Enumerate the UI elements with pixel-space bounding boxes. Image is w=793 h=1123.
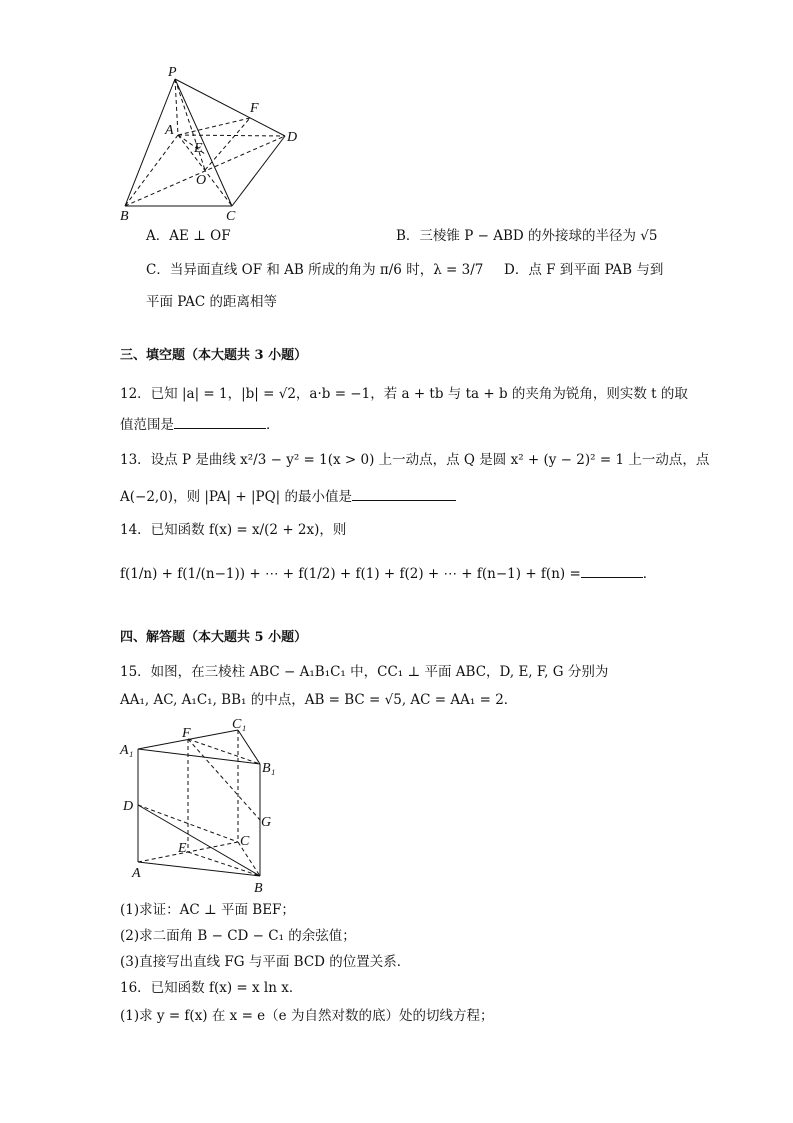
label-B: B <box>120 209 129 224</box>
q16-line1: 16．已知函数 f(x) = x ln x． <box>120 980 303 996</box>
label-B: B <box>254 881 263 896</box>
label-D: D <box>287 130 298 145</box>
q12-line2-text: 值范围是 <box>120 417 174 433</box>
option-c: C．当异面直线 OF 和 AB 所成的角为 π/6 时，λ = 3/7 <box>146 262 484 278</box>
label-D: D <box>123 799 134 814</box>
q13-line1: 13．设点 P 是曲线 x²/3 − y² = 1(x > 0) 上一动点，点 Q 是圆 x² + (y − 2)² = 1 上一动点，点 <box>120 452 710 468</box>
q15-sub3: (3)直接写出直线 FG 与平面 BCD 的位置关系． <box>120 954 411 970</box>
label-A1: A₁ <box>120 743 134 758</box>
prism-figure <box>116 712 296 897</box>
label-A: A <box>165 123 174 138</box>
option-d-continued: 平面 PAC 的距离相等 <box>146 294 278 310</box>
q14-line1: 14．已知函数 f(x) = x/(2 + 2x)，则 <box>120 522 347 538</box>
q12-answer-blank[interactable] <box>174 414 266 429</box>
label-F: F <box>182 726 191 741</box>
label-O: O <box>196 173 207 188</box>
q15-sub1: (1)求证：AC ⊥ 平面 BEF； <box>120 902 295 918</box>
q12-line1: 12．已知 |a| = 1，|b| = √2，a·b = −1，若 a + tb 与 ta + b 的夹角为锐角，则实数 t 的取 <box>120 386 688 402</box>
q15-line1: 15．如图，在三棱柱 ABC − A₁B₁C₁ 中，CC₁ ⊥ 平面 ABC，D, E, F, G 分别为 <box>120 664 609 680</box>
label-P: P <box>168 65 177 80</box>
q14-line2 <box>120 563 656 584</box>
label-A: A <box>132 866 141 881</box>
q15-line2: AA₁, AC, A₁C₁, BB₁ 的中点，AB = BC = √5, AC = AA₁ = 2． <box>120 692 518 708</box>
q14-line2-text: f(1/n) + f(1/(n−1)) + ⋯ + f(1/2) + f(1) + f(2) + ⋯ + f(n−1) + f(n) = <box>120 566 581 582</box>
q14-answer-blank[interactable] <box>581 563 643 578</box>
section-4-title: 四、解答题（本大题共 5 小题） <box>120 630 308 645</box>
label-C: C <box>240 834 250 849</box>
q16-sub1: (1)求 y = f(x) 在 x = e（e 为自然对数的底）处的切线方程； <box>120 1008 494 1024</box>
option-a: A．AE ⊥ OF <box>146 228 231 244</box>
label-E: E <box>194 141 203 156</box>
option-d: D．点 F 到平面 PAB 与到 <box>504 262 664 278</box>
q15-sub2: (2)求二面角 B − CD − C₁ 的余弦值； <box>120 928 356 944</box>
q14-end: ． <box>642 566 657 582</box>
label-E: E <box>178 841 187 856</box>
option-b: B．三棱锥 P − ABD 的外接球的半径为 √5 <box>396 228 658 244</box>
section-3-title: 三、填空题（本大题共 3 小题） <box>120 348 308 363</box>
label-C: C <box>226 209 236 224</box>
label-G: G <box>261 815 272 830</box>
pyramid-figure <box>110 60 310 225</box>
q13-line2 <box>120 486 456 507</box>
label-F: F <box>250 101 259 116</box>
q13-line2-text: A(−2,0)，则 |PA| + |PQ| 的最小值是 <box>120 489 352 505</box>
q12-line2: 值范围是 ． <box>120 414 280 435</box>
label-C1: C₁ <box>232 717 247 732</box>
q13-answer-blank[interactable] <box>352 486 456 501</box>
label-B1: B₁ <box>262 761 276 776</box>
